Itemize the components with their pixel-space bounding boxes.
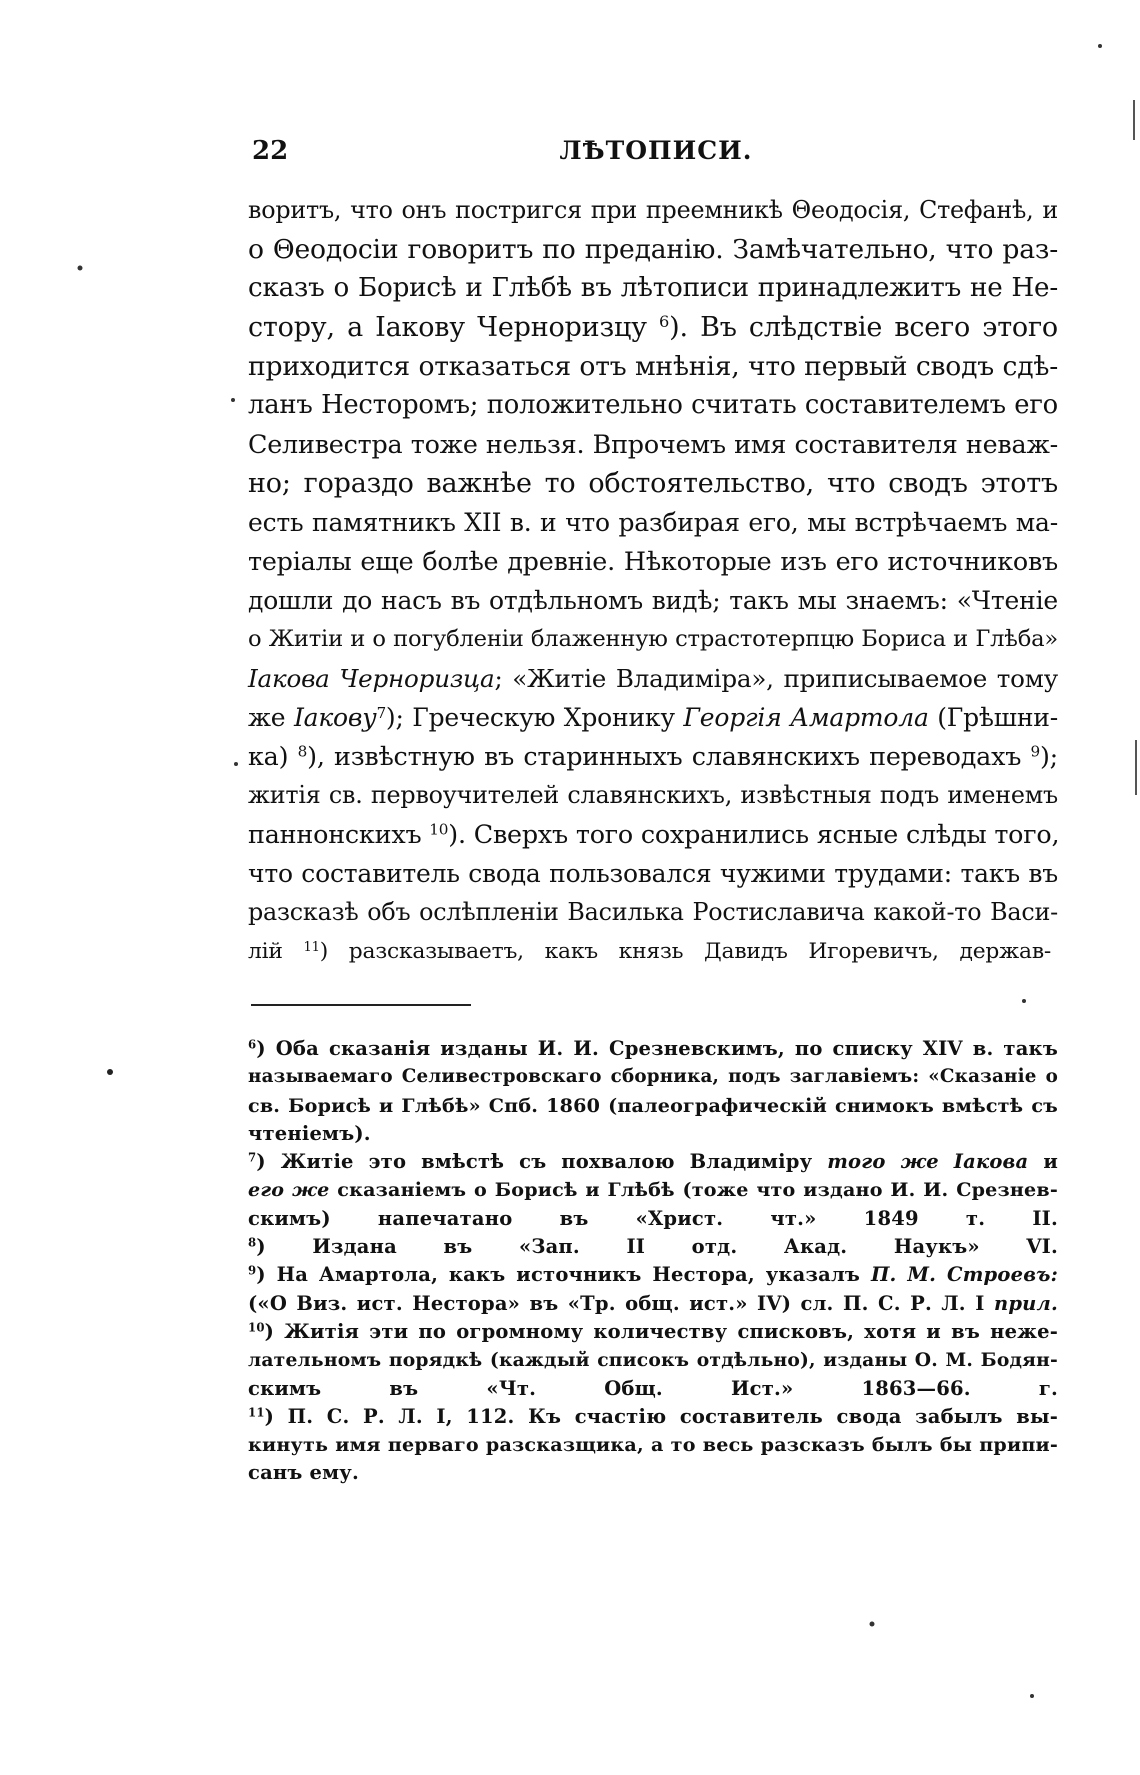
footnote-marker: 7 [376, 703, 386, 722]
footnote-line [248, 1092, 1058, 1120]
italic-text: Георгія Амартола [683, 703, 929, 732]
text-line [248, 815, 1058, 854]
text-line [248, 659, 1058, 698]
text-run: называемаго Селивестровскаго сборника, подъ заглавіемъ: «Сказаніе о [248, 1066, 1058, 1088]
footnote-marker: 11 [303, 939, 320, 955]
text-line [248, 191, 1058, 230]
text-run: санъ ему. [248, 1461, 359, 1485]
text-run: но; гораздо важнѣе то обстоятельство, что сводъ этотъ [248, 468, 1058, 499]
text-run: же [248, 703, 294, 732]
text-line [248, 347, 1058, 386]
text-run: ) На Амартола, какъ источникъ Нестора, указалъ [256, 1263, 871, 1287]
text-run: дошли до насъ въ отдѣльномъ видѣ; такъ мы знаемъ: «Чтеніе [248, 586, 1058, 615]
text-line [248, 425, 1058, 464]
text-line [248, 581, 1058, 620]
footnote-marker: 6 [248, 1037, 257, 1052]
footnote-marker: 10 [429, 820, 449, 839]
text-run: («О Виз. ист. Нестора» въ «Тр. общ. ист.» IV) сл. П. С. Р. Л. I [248, 1291, 994, 1315]
italic-text: Іакова Черноризца [248, 664, 495, 693]
text-line [248, 464, 1058, 503]
footnote-marker: 9 [1030, 742, 1040, 761]
text-line [248, 698, 1058, 737]
text-run: ) Оба сказанія изданы И. И. Срезневскимъ, по списку XIV в. такъ [256, 1037, 1058, 1060]
page-number: 22 [252, 136, 289, 166]
text-run: св. Борисѣ и Глѣбѣ» Спб. 1860 (палеографическій снимокъ вмѣстѣ съ [248, 1093, 1058, 1117]
text-run: о Житіи и о погубленіи блаженную страстотерпцю Бориса и Глѣба» [248, 626, 1058, 652]
footnote-marker: 8 [248, 1235, 257, 1250]
footnote-line [248, 1346, 1058, 1374]
footnote-marker: 9 [248, 1263, 257, 1278]
footnote-marker: 10 [248, 1320, 265, 1335]
text-run: житія св. первоучителей славянскихъ, извѣстныя подъ именемъ [248, 781, 1058, 809]
text-run: ). Сверхъ того сохранились ясные слѣды того, [448, 819, 1060, 849]
text-run: ка) [248, 741, 298, 771]
text-run: Селивестра тоже нельзя. Впрочемъ имя составителя неваж- [248, 429, 1058, 459]
text-line [248, 269, 1058, 308]
text-run: приходится отказаться отъ мнѣнія, что первый сводъ сдѣ- [248, 351, 1058, 382]
text-line [248, 620, 1058, 659]
text-run: ) Житіе это вмѣстѣ съ похвалою Владиміру [256, 1150, 828, 1174]
text-run: кинуть имя перваго разсказщика, а то весь разсказъ былъ бы припи- [248, 1433, 1058, 1457]
footnote-line [248, 1431, 1058, 1459]
text-line [248, 503, 1058, 542]
footnote-line [248, 1063, 1058, 1091]
text-run: теріалы еще болѣе древніе. Нѣкоторые изъ его источниковъ [248, 546, 1058, 576]
text-run: паннонскихъ [248, 819, 430, 849]
text-run: ) Издана въ «Зап. II отд. Акад. Наукъ» VI. [256, 1235, 1058, 1259]
italic-text: его же [248, 1178, 330, 1202]
main-text [248, 191, 1058, 971]
text-run: воритъ, что онъ постригся при преемникѣ Θеодосія, Стефанѣ, и [248, 196, 1058, 224]
footnote-line [248, 1375, 1058, 1403]
footnote-line [248, 1290, 1058, 1318]
italic-text: П. М. Строевъ: [870, 1263, 1058, 1287]
footnote-line [248, 1233, 1058, 1261]
text-run: сказъ о Борисѣ и Глѣбѣ въ лѣтописи принадлежитъ не Не- [248, 273, 1058, 303]
footnote-line [248, 1205, 1058, 1233]
footnote-marker: 8 [297, 742, 308, 761]
footnote-line [248, 1403, 1058, 1431]
text-run: разсказѣ объ ослѣпленіи Василька Ростиславича какой-то Васи- [248, 898, 1058, 926]
italic-text: прил. [993, 1291, 1058, 1315]
italic-text: Іакову [293, 703, 377, 732]
text-run: скимъ) напечатано въ «Христ. чт.» 1849 т. II. [248, 1206, 1058, 1230]
text-run: скимъ въ «Чт. Общ. Ист.» 1863—66. г. [248, 1376, 1058, 1400]
footnotes [248, 1035, 1058, 1488]
text-run: сказаніемъ о Борисѣ и Глѣбѣ (тоже что издано И. И. Срезнев- [329, 1178, 1058, 1202]
text-line [248, 737, 1058, 776]
text-line [248, 308, 1058, 347]
footnote-line [248, 1148, 1058, 1176]
text-run: о Θеодосіи говоритъ по преданію. Замѣчательно, что раз- [248, 234, 1058, 265]
text-run: что составитель свода пользовался чужими трудами: такъ въ [248, 859, 1058, 888]
text-line [248, 893, 1058, 932]
text-run: есть памятникъ XII в. и что разбирая его, мы встрѣчаемъ ма- [248, 508, 1058, 537]
text-run: ). Въ слѣдствіе всего этого [669, 312, 1058, 343]
text-run: ) Житія эти по огромному количеству списковъ, хотя и въ неже- [264, 1319, 1058, 1343]
text-run: лій [248, 939, 304, 964]
running-head [252, 136, 1060, 176]
text-run: ланъ Несторомъ; положительно считать составителемъ его [248, 390, 1058, 420]
text-line [248, 932, 1058, 971]
text-line [248, 776, 1058, 815]
italic-text: того же Іакова [827, 1150, 1029, 1174]
footnote-marker: 6 [659, 312, 670, 332]
footnote-line [248, 1459, 1058, 1487]
text-run: ) разсказываетъ, какъ князь Давидъ Игоревичъ, держав- [319, 939, 1052, 964]
text-run: чтеніемъ). [248, 1121, 371, 1145]
text-run: ); [1039, 741, 1058, 771]
text-run: и [1028, 1150, 1058, 1174]
footnote-line [248, 1120, 1058, 1148]
text-line [248, 854, 1058, 893]
footnote-line [248, 1318, 1058, 1346]
text-run: (Грѣшни- [928, 703, 1059, 732]
running-title: ЛѢТОПИСИ. [559, 136, 753, 165]
text-line [248, 542, 1058, 581]
footnote-marker: 11 [248, 1405, 265, 1420]
footnote-marker: 7 [248, 1150, 257, 1165]
text-run: ; «Житіе Владиміра», приписываемое тому [494, 664, 1058, 693]
text-run: ) П. С. Р. Л. I, 112. Къ счастію составитель свода забылъ вы- [264, 1404, 1058, 1428]
text-run: стору, а Іакову Черноризцу [248, 312, 660, 343]
text-line [248, 230, 1058, 269]
footnote-line [248, 1261, 1058, 1289]
footnote-line [248, 1035, 1058, 1063]
text-run: лательномъ порядкѣ (каждый списокъ отдѣльно), изданы О. М. Бодян- [248, 1349, 1058, 1372]
text-line [248, 386, 1058, 425]
footnote-separator [251, 1004, 471, 1006]
footnote-line [248, 1176, 1058, 1204]
text-run: ); Греческую Хронику [385, 703, 684, 732]
text-run: ), извѣстную въ старинныхъ славянскихъ переводахъ [307, 741, 1031, 771]
